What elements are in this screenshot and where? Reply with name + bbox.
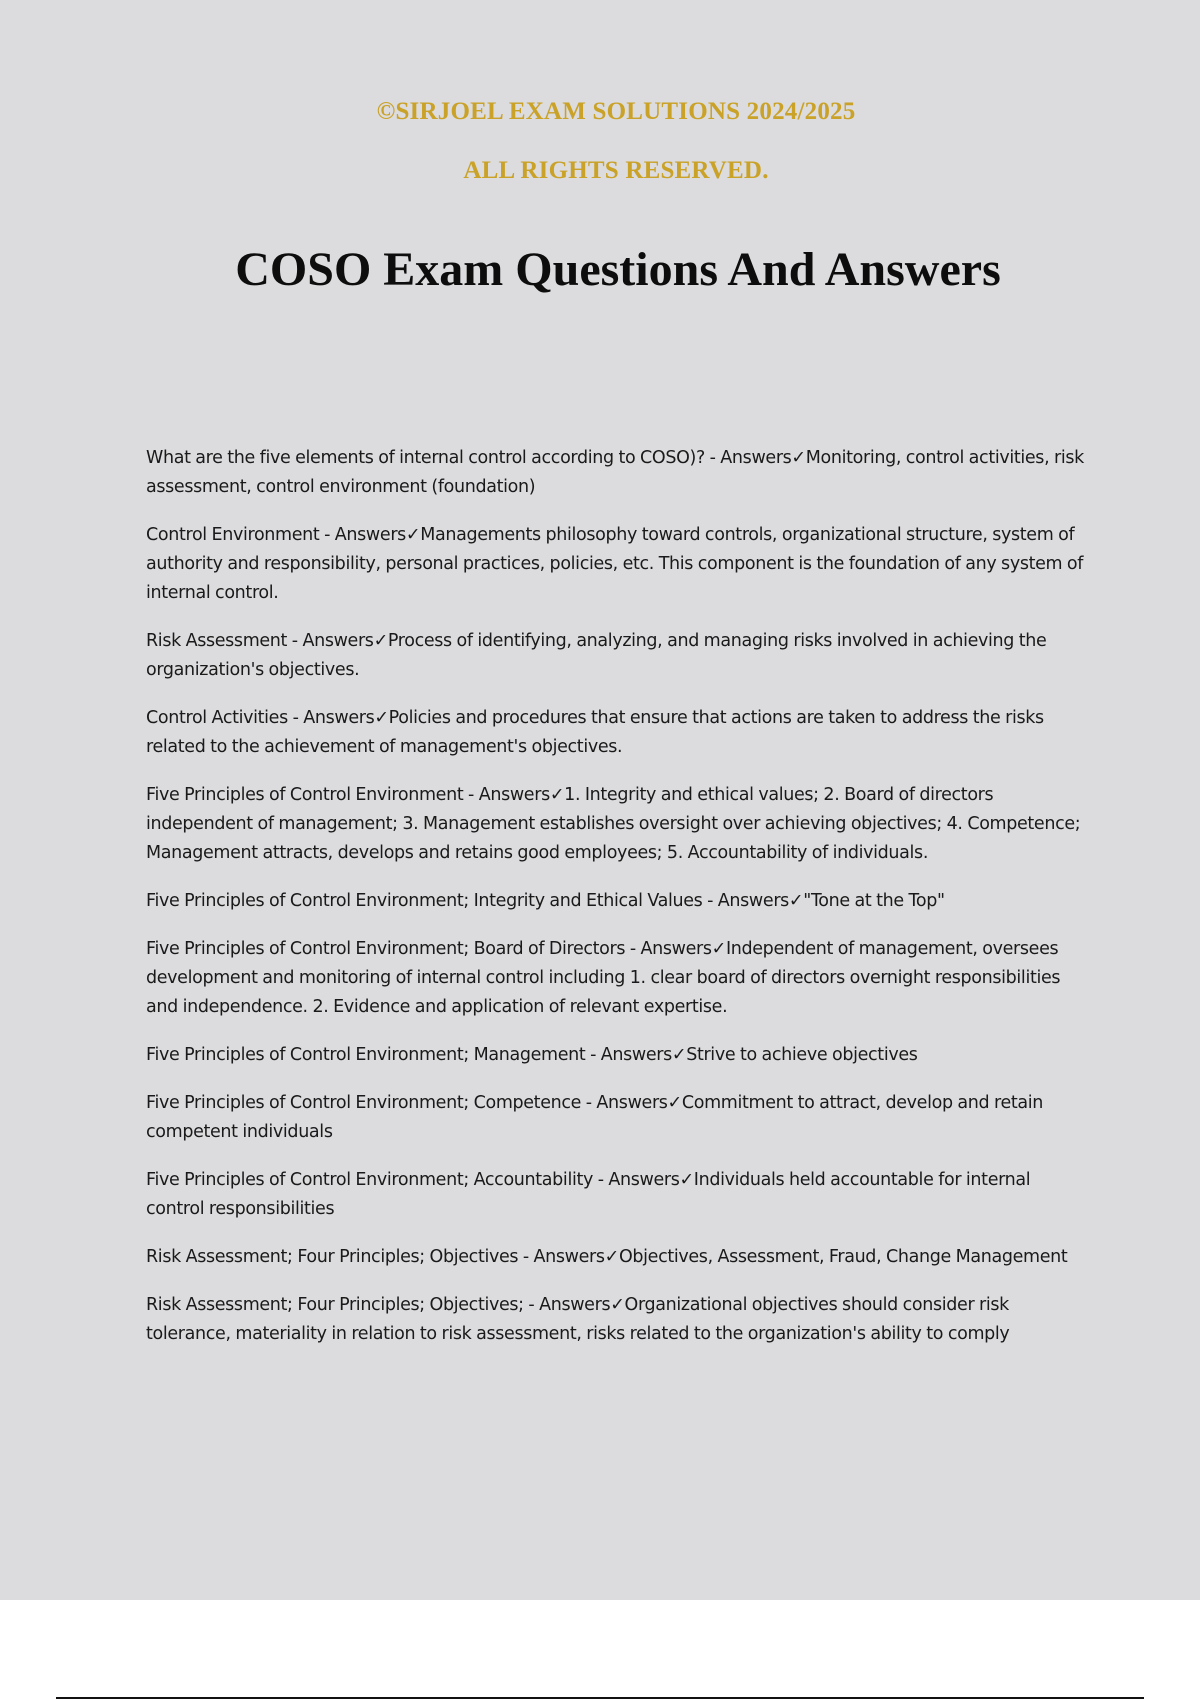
qa-item: Risk Assessment - Answers✓Process of identifying, analyzing, and managing risks involved in achieving the organization's objectives. <box>146 631 1047 680</box>
qa-item: Five Principles of Control Environment - Answers✓1. Integrity and ethical values; 2. Board of directors independent of management; 3. Management establishes oversight over achieving objectives; 4. Competence; Management attracts, develops and retains good employees; 5. Accountability of individuals. <box>146 785 1081 863</box>
bottom-divider <box>56 1697 1144 1699</box>
qa-item: Control Activities - Answers✓Policies and procedures that ensure that actions are taken to address the risks related to the achievement of management's objectives. <box>146 708 1044 757</box>
rights-reserved-notice: ALL RIGHTS RESERVED. <box>463 157 769 184</box>
copyright-notice: ©SIRJOEL EXAM SOLUTIONS 2024/2025 <box>376 98 856 125</box>
qa-item: Risk Assessment; Four Principles; Objectives - Answers✓Objectives, Assessment, Fraud, Change Management <box>146 1247 1068 1267</box>
qa-item: Risk Assessment; Four Principles; Objectives; - Answers✓Organizational objectives should consider risk tolerance, materiality in relation to risk assessment, risks related to the organization's ability to comply <box>146 1295 1010 1344</box>
qa-item: What are the five elements of internal control according to COSO)? - Answers✓Monitoring, control activities, risk assessment, control environment (foundation) <box>146 448 1084 497</box>
qa-item: Five Principles of Control Environment; Management - Answers✓Strive to achieve objectives <box>146 1045 918 1065</box>
qa-item: Five Principles of Control Environment; Board of Directors - Answers✓Independent of management, oversees development and monitoring of internal control including 1. clear board of directors overnight responsibilities and independence. 2. Evidence and application of relevant expertise. <box>146 939 1061 1017</box>
qa-list <box>146 444 1090 1424</box>
document-title: COSO Exam Questions And Answers <box>235 243 1001 296</box>
qa-item: Control Environment - Answers✓Managements philosophy toward controls, organizational structure, system of authority and responsibility, personal practices, policies, etc. This component is the foundation of any system of internal control. <box>146 525 1084 603</box>
qa-item: Five Principles of Control Environment; Integrity and Ethical Values - Answers✓"Tone at the Top" <box>146 891 945 911</box>
qa-item: Five Principles of Control Environment; Accountability - Answers✓Individuals held accountable for internal control responsibilities <box>146 1170 1031 1219</box>
qa-item: Five Principles of Control Environment; Competence - Answers✓Commitment to attract, develop and retain competent individuals <box>146 1093 1044 1142</box>
